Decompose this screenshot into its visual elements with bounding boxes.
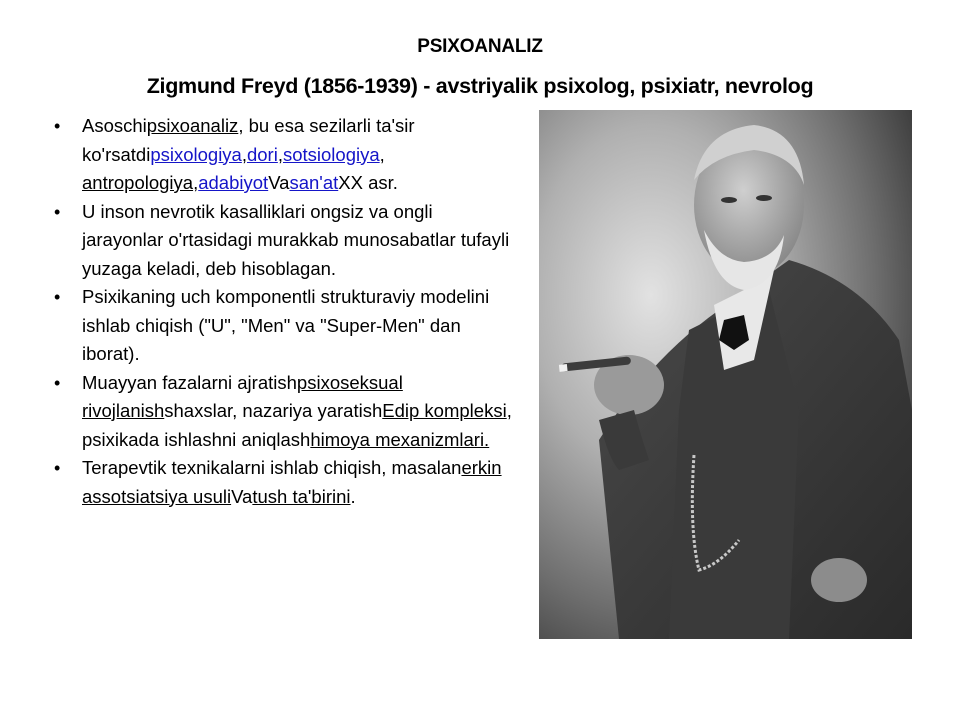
- bullet-list: [52, 112, 512, 511]
- bullet-text: , bu esa sezilarli ta'sir ko'rsatdi: [82, 115, 415, 165]
- bullet-text: Va: [268, 172, 290, 193]
- bullet-text: , psixikada ishlashni aniqlash: [82, 400, 512, 450]
- bullet-text: U inson nevrotik kasalliklari ongsiz va ongli jarayonlar o'rtasidagi murakkab munosabatlar tufayli yuzaga keladi, deb hisoblagan.: [82, 200, 510, 279]
- bullet-item: [52, 454, 512, 511]
- bullet-item: [52, 112, 512, 198]
- portrait-illustration-icon: [539, 110, 912, 639]
- bullet-text: Asoschi: [82, 115, 147, 136]
- underlined-term: erkin assotsiatsiya usuli: [82, 457, 502, 507]
- underlined-term: psixoseksual rivojlanish: [82, 371, 403, 421]
- slide-title: PSIXOANALIZ: [417, 36, 543, 57]
- bullet-text: ,: [277, 143, 283, 165]
- bullet-item: [52, 283, 512, 369]
- hyperlink[interactable]: sotsiologiya: [282, 143, 380, 165]
- bullet-item: [52, 198, 512, 284]
- hyperlink[interactable]: adabiyot: [198, 172, 269, 193]
- underlined-term: himoya mexanizmlari.: [310, 428, 490, 450]
- bullet-text: ,: [193, 172, 199, 193]
- bullet-text: ,: [379, 143, 385, 165]
- bullet-text: Va: [231, 485, 253, 507]
- bullet-icon: •: [54, 372, 61, 393]
- hyperlink[interactable]: san'at: [289, 172, 339, 193]
- underlined-term: psixoanaliz: [146, 115, 239, 136]
- slide-subtitle: Zigmund Freyd (1856-1939) - avstriyalik psixolog, psixiatr, nevrolog: [146, 74, 814, 98]
- bullet-icon: •: [54, 458, 61, 478]
- bullet-item: [52, 369, 512, 455]
- underlined-term: Edip kompleksi: [382, 400, 507, 421]
- bullet-text: Terapevtik texnikalarni ishlab chiqish, masalan: [82, 457, 462, 478]
- bullet-text: .: [350, 485, 356, 507]
- hyperlink[interactable]: dori: [246, 143, 278, 165]
- bullet-icon: •: [54, 201, 61, 222]
- bullet-text: Muayyan fazalarni ajratish: [82, 371, 297, 393]
- bullet-text: shaxslar, nazariya yaratish: [164, 400, 383, 421]
- hyperlink[interactable]: psixologiya: [150, 143, 242, 165]
- underlined-term: antropologiya: [82, 172, 194, 193]
- bullet-icon: •: [54, 116, 61, 136]
- bullet-text: Psixikaning uch komponentli strukturaviy modelini ishlab chiqish ("U", "Men" va "Super-Men" dan iborat).: [82, 286, 490, 364]
- bullet-text: ,: [241, 143, 247, 165]
- freud-portrait-photo: [539, 110, 912, 639]
- underlined-term: tush ta'birini: [252, 485, 351, 507]
- bullet-text: XX asr.: [338, 172, 398, 193]
- bullet-icon: •: [54, 287, 61, 307]
